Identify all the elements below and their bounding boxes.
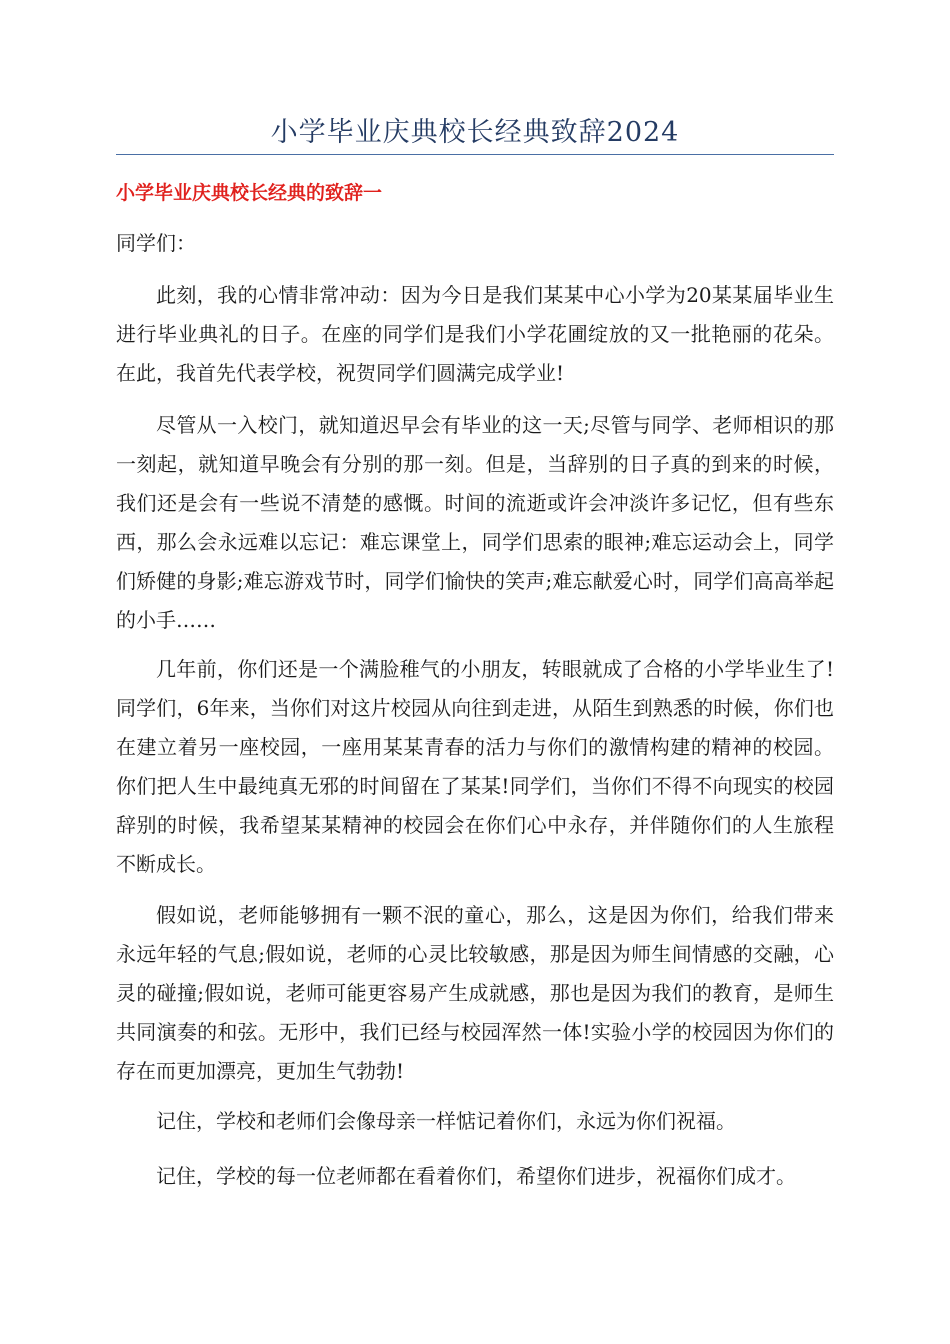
body-paragraph-2: 尽管从一入校门，就知道迟早会有毕业的这一天;尽管与同学、老师相识的那一刻起，就知道早晚会有分别的那一刻。但是，当辞别的日子真的到来的时候，我们还是会有一些说不清楚的感慨。时间的流逝或许会冲淡许多记忆，但有些东西，那么会永远难以忘记：难忘课堂上，同学们思索的眼神;难忘运动会上，同学们矫健的身影;难忘游戏节时，同学们愉快的笑声;难忘献爱心时，同学们高高举起的小手…… xyxy=(116,413,834,632)
body-paragraph-5: 记住，学校和老师们会像母亲一样惦记着你们，永远为你们祝福。 xyxy=(156,1109,736,1133)
salutation: 同学们： xyxy=(116,231,196,255)
section-heading: 小学毕业庆典校长经典的致辞一 xyxy=(116,182,383,204)
title-divider xyxy=(116,154,834,155)
body-paragraph-4: 假如说，老师能够拥有一颗不泯的童心，那么，这是因为你们，给我们带来永远年轻的气息;假如说，老师的心灵比较敏感，那是因为师生间情感的交融，心灵的碰撞;假如说，老师可能更容易产生成就感，那也是因为我们的教育，是师生共同演奏的和弦。无形中，我们已经与校园浑然一体!实验小学的校园因为你们的存在而更加漂亮，更加生气勃勃! xyxy=(116,903,834,1083)
document-title: 小学毕业庆典校长经典致辞2024 xyxy=(270,117,680,148)
body-paragraph-6: 记住，学校的每一位老师都在看着你们，希望你们进步，祝福你们成才。 xyxy=(156,1164,796,1188)
body-paragraph-1: 此刻，我的心情非常冲动：因为今日是我们某某中心小学为20某某届毕业生进行毕业典礼的日子。在座的同学们是我们小学花圃绽放的又一批艳丽的花朵。在此，我首先代表学校，祝贺同学们圆满完成学业! xyxy=(116,283,834,385)
body-paragraph-3: 几年前，你们还是一个满脸稚气的小朋友，转眼就成了合格的小学毕业生了!同学们，6年来，当你们对这片校园从向往到走进，从陌生到熟悉的时候，你们也在建立着另一座校园，一座用某某青春的活力与你们的激情构建的精神的校园。你们把人生中最纯真无邪的时间留在了某某!同学们，当你们不得不向现实的校园辞别的时候，我希望某某精神的校园会在你们心中永存，并伴随你们的人生旅程不断成长。 xyxy=(116,657,834,876)
